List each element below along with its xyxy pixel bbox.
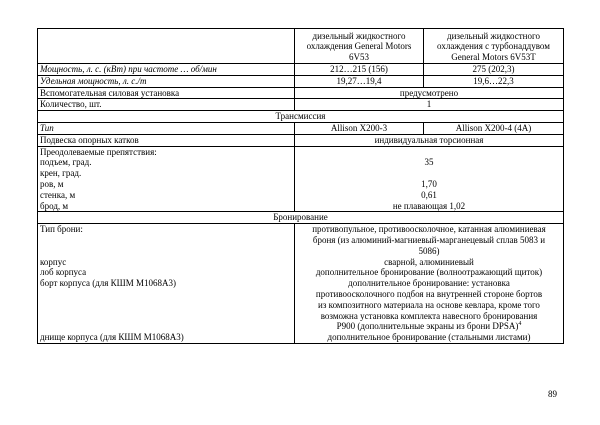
- hull-value: сварной, алюминиевый: [384, 256, 474, 267]
- armor-labels: [38, 224, 295, 344]
- tilt-label: крен, град.: [40, 168, 82, 179]
- type-value-2: Allison X200-4 (4A): [424, 122, 564, 134]
- armor-type-value-line-2: броня (из алюминий-магниевый-марганецевый сплав 5083 и: [312, 234, 546, 245]
- side-label: борт корпуса (для КШМ M1068A3): [40, 278, 177, 289]
- transmission-section-row: [38, 111, 564, 123]
- armor-values: [295, 224, 564, 344]
- quantity-value: 1: [295, 99, 564, 111]
- armor-section-title: Бронирование: [38, 212, 564, 224]
- aux-power-label: Вспомогательная силовая установка: [38, 87, 295, 99]
- side-value-line-5-text: P900 (дополнительные экраны из брони DPSA): [336, 321, 519, 332]
- ford-value: не плавающая 1,02: [392, 200, 466, 211]
- armor-row: [38, 224, 564, 344]
- power-value-1: 212…215 (156): [295, 64, 424, 76]
- climb-label: подъем, град.: [40, 157, 92, 168]
- suspension-row: [38, 134, 564, 146]
- side-value-line-2: противоосколочного подбоя на внутренней стороне бортов: [315, 288, 543, 299]
- front-label: лоб корпуса: [40, 267, 87, 278]
- specific-power-value-2: 19,6…22,3: [424, 75, 564, 87]
- type-label: Тип: [38, 122, 295, 134]
- bottom-value: дополнительное бронирование (стальными листами): [327, 332, 531, 343]
- obstacles-values: [295, 146, 564, 212]
- ditch-value: 1,70: [421, 178, 437, 189]
- obstacles-title: Преодолеваемые препятствия:: [40, 146, 157, 157]
- suspension-label: Подвеска опорных катков: [38, 134, 295, 146]
- type-value-1: Allison X200-3: [295, 122, 424, 134]
- suspension-value: индивидуальная торсионная: [295, 134, 564, 146]
- power-row: [38, 64, 564, 76]
- wall-label: стенка, м: [40, 189, 76, 200]
- armor-type-label: Тип брони:: [40, 224, 83, 235]
- quantity-label: Количество, шт.: [38, 99, 295, 111]
- armor-section-row: [38, 212, 564, 224]
- aux-power-row: [38, 87, 564, 99]
- power-label: Мощность, л. с. (кВт) при частоте … об/мин: [38, 64, 295, 76]
- side-value-line-5: [297, 321, 561, 332]
- specific-power-row: [38, 75, 564, 87]
- obstacles-labels: [38, 146, 295, 212]
- quantity-row: [38, 99, 564, 111]
- footnote-marker: 4: [518, 321, 522, 328]
- header-empty-cell: [38, 29, 295, 64]
- side-value-line-4: возможна установка комплекта навесного бронирования: [320, 310, 538, 321]
- front-value: дополнительное бронирование (волноотражающий щиток): [315, 267, 543, 278]
- specific-power-label: Удельная мощность, л. с./т: [38, 75, 295, 87]
- ditch-label: ров, м: [40, 178, 64, 189]
- armor-type-value-line-1: противопульное, противоосколочное, катанная алюминиевая: [312, 224, 546, 235]
- bottom-label: днище корпуса (для КШМ M1068A3): [40, 332, 184, 343]
- header-row: [38, 29, 564, 64]
- climb-value: 35: [424, 157, 434, 168]
- transmission-section-title: Трансмиссия: [38, 111, 564, 123]
- side-value-line-1: дополнительное бронирование: установка: [348, 278, 510, 289]
- spec-table: [37, 28, 564, 344]
- wall-value: 0,61: [421, 189, 437, 200]
- ford-label: брод, м: [40, 200, 69, 211]
- obstacles-row: [38, 146, 564, 212]
- type-row: [38, 122, 564, 134]
- page-number: 89: [548, 389, 557, 399]
- hull-label: корпус: [40, 256, 67, 267]
- side-value-line-3: из композитного материала на основе кевлара, кроме того: [318, 299, 540, 310]
- specific-power-value-1: 19,27…19,4: [295, 75, 424, 87]
- engine-2-header: дизельный жидкостного охлаждения с турбонаддувом General Motors 6V53T: [424, 29, 564, 64]
- power-value-2: 275 (202,3): [424, 64, 564, 76]
- engine-1-header: дизельный жидкостного охлаждения General Motors 6V53: [295, 29, 424, 64]
- aux-power-value: предусмотрено: [295, 87, 564, 99]
- armor-type-value-line-3: 5086): [418, 245, 440, 256]
